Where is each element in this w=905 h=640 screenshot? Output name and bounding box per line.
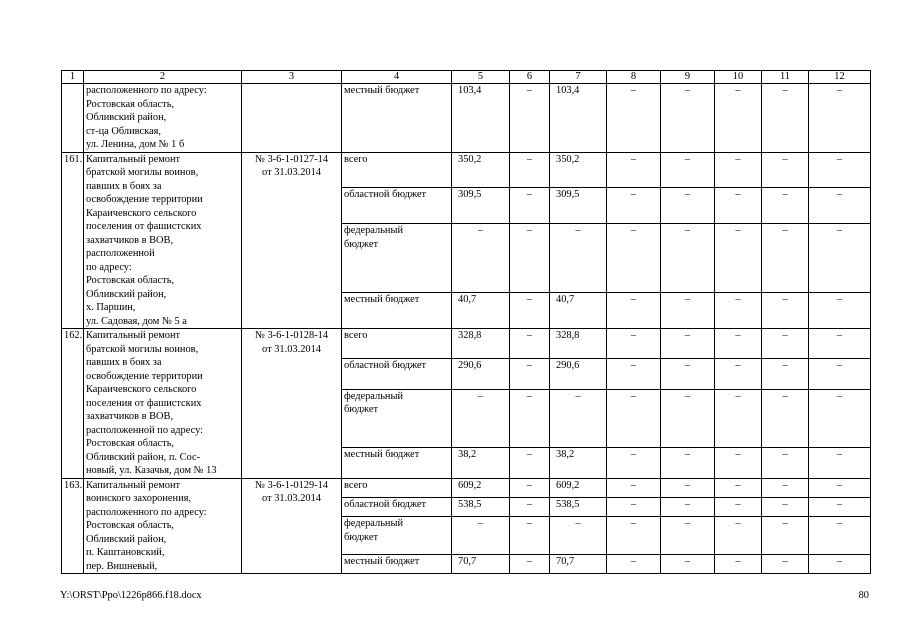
funding-source: областной бюджет [342, 497, 452, 516]
amount-cell: – [715, 329, 762, 359]
amount-cell: 290,6 [452, 359, 510, 389]
amount-cell: – [762, 84, 809, 153]
amount-cell: 40,7 [550, 293, 607, 329]
funding-source: местный бюджет [342, 293, 452, 329]
amount-cell: – [607, 188, 661, 224]
budget-table [61, 70, 871, 574]
amount-cell: – [762, 224, 809, 293]
amount-cell: – [510, 152, 550, 188]
document-reference: № 3-6-1-0129-14 от 31.03.2014 [242, 478, 342, 574]
amount-cell: – [809, 517, 871, 554]
amount-cell: – [607, 293, 661, 329]
amount-cell: – [607, 359, 661, 389]
amount-cell: – [762, 448, 809, 478]
amount-cell: – [809, 554, 871, 573]
page-number: 80 [858, 590, 869, 601]
amount-cell: 70,7 [452, 554, 510, 573]
amount-cell: – [809, 448, 871, 478]
amount-cell: – [809, 359, 871, 389]
amount-cell: 38,2 [452, 448, 510, 478]
amount-cell: – [661, 359, 715, 389]
amount-cell: 40,7 [452, 293, 510, 329]
column-number: 8 [607, 71, 661, 84]
amount-cell: – [510, 84, 550, 153]
amount-cell: 328,8 [550, 329, 607, 359]
amount-cell: – [510, 478, 550, 497]
column-number: 4 [342, 71, 452, 84]
amount-cell: – [762, 389, 809, 448]
amount-cell: – [510, 359, 550, 389]
column-number: 9 [661, 71, 715, 84]
amount-cell: – [809, 389, 871, 448]
amount-cell: – [715, 478, 762, 497]
amount-cell: – [809, 478, 871, 497]
funding-source: всего [342, 329, 452, 359]
amount-cell: – [715, 517, 762, 554]
amount-cell: – [607, 152, 661, 188]
amount-cell: 538,5 [550, 497, 607, 516]
amount-cell: – [510, 188, 550, 224]
item-number [62, 84, 84, 153]
column-number-row [62, 71, 871, 84]
amount-cell: 70,7 [550, 554, 607, 573]
amount-cell: – [762, 478, 809, 497]
funding-source: федеральный бюджет [342, 389, 452, 448]
table-row [62, 329, 871, 359]
amount-cell: – [715, 448, 762, 478]
funding-source: областной бюджет [342, 359, 452, 389]
funding-source: федеральный бюджет [342, 517, 452, 554]
amount-cell: – [715, 152, 762, 188]
document-reference: № 3-6-1-0128-14 от 31.03.2014 [242, 329, 342, 479]
amount-cell: 38,2 [550, 448, 607, 478]
column-number: 6 [510, 71, 550, 84]
table-row [62, 152, 871, 188]
amount-cell: 290,6 [550, 359, 607, 389]
column-number: 3 [242, 71, 342, 84]
amount-cell: – [715, 389, 762, 448]
amount-cell: – [510, 517, 550, 554]
funding-source: местный бюджет [342, 84, 452, 153]
amount-cell: – [510, 448, 550, 478]
amount-cell: – [661, 389, 715, 448]
column-number: 7 [550, 71, 607, 84]
column-number: 12 [809, 71, 871, 84]
column-number: 5 [452, 71, 510, 84]
object-description: Капитальный ремонт братской могилы воинов, павших в боях за освобождение территории Караичевского сельского поселения от фашистских захватчиков в ВОВ, расположенной по адресу: Ростовская область, Обливский район, х. Паршин, ул. Садовая, дом № 5 а [84, 152, 242, 329]
amount-cell: 103,4 [550, 84, 607, 153]
amount-cell: – [607, 478, 661, 497]
amount-cell: – [607, 84, 661, 153]
table-row [62, 84, 871, 153]
amount-cell: – [607, 517, 661, 554]
amount-cell: – [809, 188, 871, 224]
amount-cell: – [661, 517, 715, 554]
object-description: расположенного по адресу: Ростовская область, Обливский район, ст-ца Обливская, ул. Ленина, дом № 1 б [84, 84, 242, 153]
amount-cell: – [809, 497, 871, 516]
amount-cell: – [607, 554, 661, 573]
amount-cell: – [809, 293, 871, 329]
amount-cell: – [452, 224, 510, 293]
object-description: Капитальный ремонт братской могилы воинов, павших в боях за освобождение территории Караичевского сельского поселения от фашистских захватчиков в ВОВ, расположенной по адресу: Ростовская область, Обливский район, п. Сос- новый, ул. Казачья, дом № 13 [84, 329, 242, 479]
amount-cell: – [661, 152, 715, 188]
funding-source: местный бюджет [342, 448, 452, 478]
amount-cell: – [715, 293, 762, 329]
amount-cell: – [510, 224, 550, 293]
amount-cell: – [809, 84, 871, 153]
amount-cell: – [661, 188, 715, 224]
funding-source: всего [342, 152, 452, 188]
amount-cell: – [661, 497, 715, 516]
amount-cell: – [661, 84, 715, 153]
column-number: 11 [762, 71, 809, 84]
amount-cell: – [510, 293, 550, 329]
amount-cell: – [510, 497, 550, 516]
amount-cell: 609,2 [452, 478, 510, 497]
amount-cell: 609,2 [550, 478, 607, 497]
amount-cell: – [715, 84, 762, 153]
amount-cell: – [809, 329, 871, 359]
funding-source: федеральный бюджет [342, 224, 452, 293]
amount-cell: – [762, 359, 809, 389]
amount-cell: – [762, 329, 809, 359]
item-number: 161. [62, 152, 84, 329]
amount-cell: – [607, 448, 661, 478]
funding-source: местный бюджет [342, 554, 452, 573]
amount-cell: – [607, 224, 661, 293]
amount-cell: 309,5 [550, 188, 607, 224]
amount-cell: – [510, 329, 550, 359]
amount-cell: – [715, 554, 762, 573]
item-number: 163. [62, 478, 84, 574]
amount-cell: – [510, 389, 550, 448]
amount-cell: – [607, 329, 661, 359]
amount-cell: – [762, 517, 809, 554]
amount-cell: – [607, 389, 661, 448]
amount-cell: – [762, 554, 809, 573]
funding-source: областной бюджет [342, 188, 452, 224]
amount-cell: – [661, 554, 715, 573]
amount-cell: – [715, 188, 762, 224]
item-number: 162. [62, 329, 84, 479]
file-path: Y:\ORST\Ppo\1226p866.f18.docx [60, 590, 202, 601]
amount-cell: – [661, 478, 715, 497]
amount-cell: 103,4 [452, 84, 510, 153]
amount-cell: 538,5 [452, 497, 510, 516]
object-description: Капитальный ремонт воинского захоронения, расположенного по адресу: Ростовская область, Обливский район, п. Каштановский, пер. Вишневый, [84, 478, 242, 574]
amount-cell: – [661, 224, 715, 293]
amount-cell: – [550, 517, 607, 554]
amount-cell: – [762, 293, 809, 329]
amount-cell: – [452, 517, 510, 554]
column-number: 10 [715, 71, 762, 84]
column-number: 2 [84, 71, 242, 84]
amount-cell: – [550, 389, 607, 448]
amount-cell: – [607, 497, 661, 516]
column-number: 1 [62, 71, 84, 84]
amount-cell: – [510, 554, 550, 573]
amount-cell: – [715, 224, 762, 293]
amount-cell: – [762, 152, 809, 188]
amount-cell: – [550, 224, 607, 293]
funding-source: всего [342, 478, 452, 497]
document-reference [242, 84, 342, 153]
amount-cell: – [452, 389, 510, 448]
amount-cell: – [715, 359, 762, 389]
amount-cell: – [762, 497, 809, 516]
amount-cell: – [661, 329, 715, 359]
amount-cell: – [661, 293, 715, 329]
amount-cell: 309,5 [452, 188, 510, 224]
amount-cell: – [762, 188, 809, 224]
amount-cell: – [661, 448, 715, 478]
amount-cell: – [809, 224, 871, 293]
table-row [62, 478, 871, 497]
amount-cell: 350,2 [452, 152, 510, 188]
amount-cell: – [715, 497, 762, 516]
amount-cell: – [809, 152, 871, 188]
amount-cell: 350,2 [550, 152, 607, 188]
amount-cell: 328,8 [452, 329, 510, 359]
document-reference: № 3-6-1-0127-14 от 31.03.2014 [242, 152, 342, 329]
